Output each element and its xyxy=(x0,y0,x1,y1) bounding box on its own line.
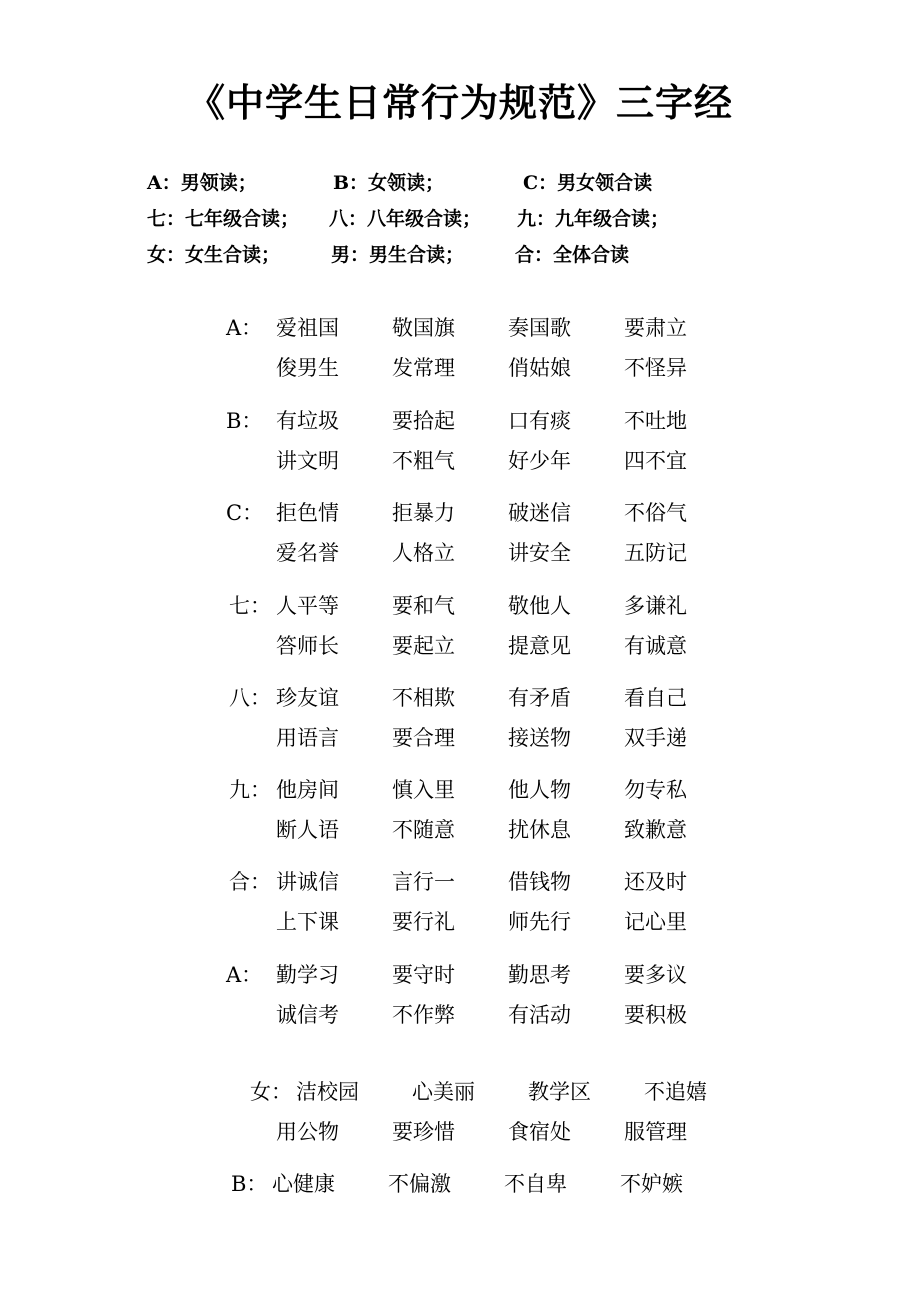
legend-item: 七：七年级合读； xyxy=(147,208,300,230)
speaker-label: B： xyxy=(231,1172,268,1196)
verse-phrase: 不吐地 xyxy=(624,409,687,433)
verse-phrase: 拒暴力 xyxy=(392,501,455,525)
verse-phrase: 不偏激 xyxy=(388,1172,451,1196)
verse-phrase: 勤思考 xyxy=(508,963,571,987)
legend-item: 八：八年级合读； xyxy=(329,208,482,230)
verse-phrase: 不粗气 xyxy=(392,449,455,473)
legend-item: 女：女生合读； xyxy=(147,244,281,266)
speaker-label: 合： xyxy=(229,870,271,894)
verse-phrase: 讲安全 xyxy=(508,541,571,565)
verse-phrase: 食宿处 xyxy=(508,1120,571,1144)
verse-phrase: 破迷信 xyxy=(508,501,571,525)
verse-phrase: 双手递 xyxy=(624,726,687,750)
verse-phrase: 不怪异 xyxy=(624,356,687,380)
verse-phrase: 不追嬉 xyxy=(644,1080,707,1104)
verse-phrase: 提意见 xyxy=(508,634,571,658)
verse-phrase: 爱祖国 xyxy=(276,316,339,340)
verse-phrase: 上下课 xyxy=(276,910,339,934)
verse-phrase: 洁校园 xyxy=(296,1080,359,1104)
legend-item: 男：男生合读； xyxy=(331,244,465,266)
verse-phrase: 要守时 xyxy=(392,963,455,987)
verse-phrase: 俊男生 xyxy=(276,356,339,380)
verse-phrase: 珍友谊 xyxy=(276,686,339,710)
speaker-label: C： xyxy=(226,501,264,525)
verse-phrase: 要多议 xyxy=(624,963,687,987)
legend-item: 九：九年级合读； xyxy=(517,208,670,230)
verse-phrase: 不妒嫉 xyxy=(620,1172,683,1196)
verse-phrase: 要和气 xyxy=(392,594,455,618)
verse-phrase: 借钱物 xyxy=(508,870,571,894)
verse-phrase: 四不宜 xyxy=(624,449,687,473)
verse-phrase: 讲文明 xyxy=(276,449,339,473)
verse-phrase: 要拾起 xyxy=(392,409,455,433)
verse-phrase: 心健康 xyxy=(272,1172,335,1196)
verse-phrase: 敬他人 xyxy=(508,594,571,618)
verse-phrase: 有垃圾 xyxy=(276,409,339,433)
verse-phrase: 还及时 xyxy=(624,870,687,894)
verse-phrase: 有矛盾 xyxy=(508,686,571,710)
verse-phrase: 五防记 xyxy=(624,541,687,565)
verse-phrase: 要珍惜 xyxy=(392,1120,455,1144)
verse-phrase: 勿专私 xyxy=(624,778,687,802)
verse-phrase: 俏姑娘 xyxy=(508,356,571,380)
verse-phrase: 致歉意 xyxy=(624,818,687,842)
verse-phrase: 看自己 xyxy=(624,686,687,710)
verse-phrase: 口有痰 xyxy=(508,409,571,433)
speaker-label: A： xyxy=(226,963,263,987)
speaker-label: 九： xyxy=(229,778,271,802)
verse-phrase: 讲诚信 xyxy=(276,870,339,894)
verse-phrase: 敬国旗 xyxy=(392,316,455,340)
verse-phrase: 他房间 xyxy=(276,778,339,802)
verse-phrase: 不自卑 xyxy=(504,1172,567,1196)
verse-phrase: 爱名誉 xyxy=(276,541,339,565)
verse-phrase: 记心里 xyxy=(624,910,687,934)
verse-phrase: 发常理 xyxy=(392,356,455,380)
verse-phrase: 用语言 xyxy=(276,726,339,750)
legend-item: B：女领读； xyxy=(333,172,445,194)
verse-phrase: 要合理 xyxy=(392,726,455,750)
verse-phrase: 人平等 xyxy=(276,594,339,618)
verse-phrase: 拒色情 xyxy=(276,501,339,525)
verse-phrase: 要肃立 xyxy=(624,316,687,340)
verse-phrase: 不俗气 xyxy=(624,501,687,525)
verse-phrase: 答师长 xyxy=(276,634,339,658)
verse-phrase: 用公物 xyxy=(276,1120,339,1144)
speaker-label: B： xyxy=(226,409,263,433)
verse-phrase: 师先行 xyxy=(508,910,571,934)
page-title: 《中学生日常行为规范》三字经 xyxy=(186,81,733,125)
verse-phrase: 要行礼 xyxy=(392,910,455,934)
verse-phrase: 他人物 xyxy=(508,778,571,802)
legend-item: 合：全体合读 xyxy=(515,244,630,266)
verse-phrase: 服管理 xyxy=(624,1120,687,1144)
verse-phrase: 接送物 xyxy=(508,726,571,750)
verse-phrase: 扰休息 xyxy=(508,818,571,842)
speaker-label: 八： xyxy=(229,686,271,710)
speaker-label: 女： xyxy=(250,1080,292,1104)
verse-phrase: 不相欺 xyxy=(392,686,455,710)
verse-phrase: 要积极 xyxy=(624,1003,687,1027)
verse-phrase: 言行一 xyxy=(392,870,455,894)
verse-phrase: 慎入里 xyxy=(392,778,455,802)
verse-phrase: 奏国歌 xyxy=(508,316,571,340)
verse-phrase: 好少年 xyxy=(508,449,571,473)
verse-phrase: 不作弊 xyxy=(392,1003,455,1027)
speaker-label: A： xyxy=(226,316,263,340)
verse-phrase: 有诚意 xyxy=(624,634,687,658)
legend-item: C：男女领合读 xyxy=(523,172,653,194)
verse-phrase: 教学区 xyxy=(528,1080,591,1104)
verse-phrase: 心美丽 xyxy=(412,1080,475,1104)
legend-item: A：男领读； xyxy=(147,172,257,194)
verse-phrase: 多谦礼 xyxy=(624,594,687,618)
verse-phrase: 不随意 xyxy=(392,818,455,842)
verse-phrase: 勤学习 xyxy=(276,963,339,987)
speaker-label: 七： xyxy=(229,594,271,618)
verse-phrase: 断人语 xyxy=(276,818,339,842)
verse-phrase: 诚信考 xyxy=(276,1003,339,1027)
verse-phrase: 要起立 xyxy=(392,634,455,658)
verse-phrase: 人格立 xyxy=(392,541,455,565)
verse-phrase: 有活动 xyxy=(508,1003,571,1027)
